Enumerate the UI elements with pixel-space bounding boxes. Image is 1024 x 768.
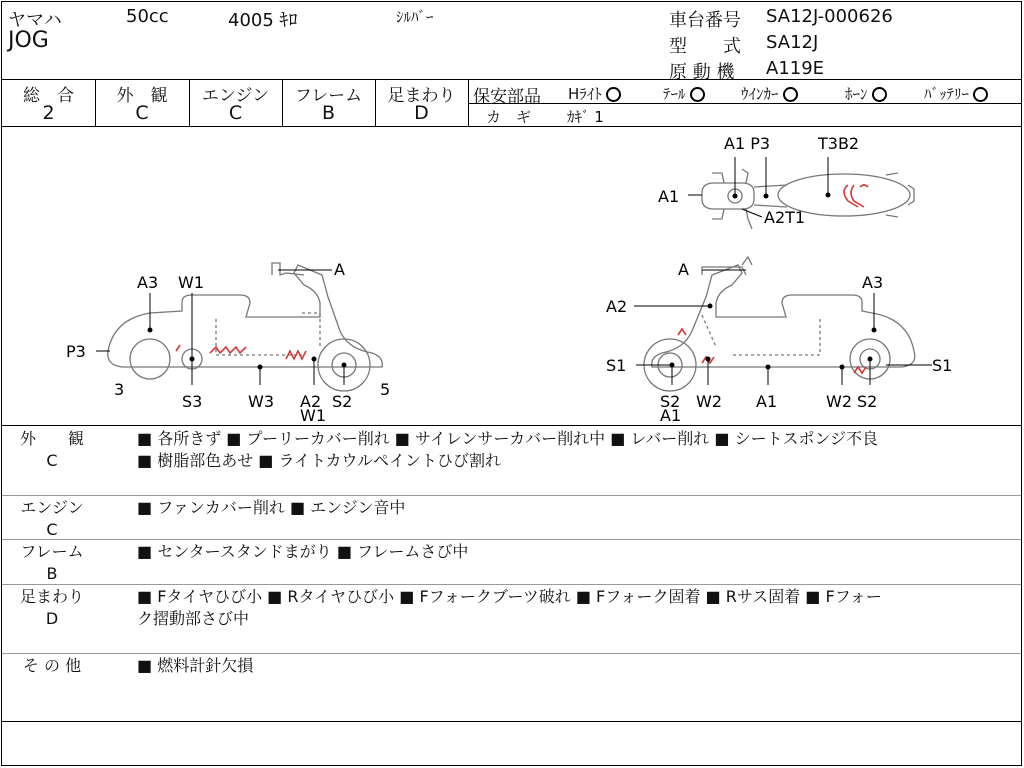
safety-item-winker: ｳｲﾝｶｰ: [741, 83, 798, 104]
section-desc-exterior: ■ 各所きず ■ プーリーカバー削れ ■ サイレンサーカバー削れ中 ■ レバー削れ ■ シートスポンジ不良 ■ 樹脂部色あせ ■ ライトカウルペイントひび割れ: [137, 429, 879, 470]
safety-item-headlight: Hﾗｲﾄ: [568, 83, 621, 104]
model-name: JOG: [8, 28, 49, 53]
grade-value-engine: C: [228, 102, 243, 124]
diagram-label: 5: [380, 380, 391, 399]
section-desc-other: ■ 燃料計針欠損: [137, 656, 254, 675]
section-desc-engine: ■ ファンカバー削れ ■ エンジン音中: [137, 498, 406, 517]
diagram-label: A2T1: [764, 208, 806, 227]
diagram-label: W3: [248, 392, 274, 411]
section-label-exterior: 外 観 C: [19, 429, 84, 470]
damage-diagram: [2, 127, 1022, 427]
diagram-label: A2: [606, 297, 628, 316]
diagram-label: W2: [826, 392, 852, 411]
safety-item-tail: ﾃｰﾙ: [663, 83, 705, 104]
grade-label-exterior: 外 観: [116, 86, 168, 106]
engine-label: 原 動 機: [669, 62, 735, 83]
diagram-label: A3: [137, 273, 159, 292]
grade-value-exterior: C: [135, 102, 149, 124]
color: ｼﾙﾊﾞｰ: [396, 8, 434, 26]
grade-label-frame: フレーム: [294, 86, 363, 106]
grade-label-suspension: 足まわり: [387, 86, 456, 106]
diagram-label: A3: [862, 273, 884, 292]
section-desc-frame: ■ センタースタンドまがり ■ フレームさび中: [137, 542, 469, 561]
diagram-label: A1 P3: [724, 134, 771, 153]
type-value: SA12J: [766, 32, 819, 53]
diagram-label: W1: [178, 273, 204, 292]
divider: [2, 79, 1021, 80]
mileage: 4005 ｷﾛ: [228, 10, 298, 31]
ok-circle-icon: [606, 87, 621, 102]
inspection-sheet: [1, 1, 1022, 766]
diagram-label: 3: [114, 380, 125, 399]
section-label-engine: エンジン C: [20, 498, 84, 539]
diagram-label: S1: [932, 356, 953, 375]
section-label-suspension: 足まわり D: [19, 587, 84, 628]
grade-label-engine: エンジン: [201, 86, 270, 106]
frame-number-value: SA12J-000626: [766, 6, 893, 27]
section-label-frame: フレーム B: [20, 542, 84, 583]
engine-value: A119E: [766, 58, 825, 79]
diagram-label: S3: [182, 392, 203, 411]
diagram-label: T3B2: [818, 134, 860, 153]
diagram-label: S1: [606, 356, 627, 375]
diagram-label: P3: [66, 342, 86, 361]
key-label: カ ギ: [486, 108, 532, 126]
diagram-label: A: [334, 260, 345, 279]
diagram-label: S2: [857, 392, 878, 411]
displacement: 50cc: [126, 6, 169, 27]
diagram-label: S2: [332, 392, 353, 411]
divider: [2, 721, 1021, 722]
diagram-label: A1: [658, 187, 680, 206]
frame-number-label: 車台番号: [669, 10, 741, 31]
ok-circle-icon: [690, 87, 705, 102]
grade-value-frame: B: [321, 102, 336, 124]
maker: ヤマハ: [8, 10, 62, 31]
ok-circle-icon: [973, 87, 988, 102]
diagram-label: A1: [660, 406, 682, 425]
safety-item-horn: ﾎｰﾝ: [845, 83, 887, 104]
grade-value-overall: 2: [42, 102, 55, 124]
safety-parts-title: 保安部品: [473, 87, 541, 107]
diagram-label: A1: [756, 392, 778, 411]
divider: [2, 425, 1021, 426]
diagram-label: A2: [300, 392, 322, 411]
grade-value-suspension: D: [414, 102, 429, 124]
grade-label-overall: 総 合: [23, 86, 74, 106]
ok-circle-icon: [872, 87, 887, 102]
diagram-label: A: [678, 260, 689, 279]
diagram-label: W2: [696, 392, 722, 411]
section-desc-suspension: ■ Fタイヤひび小 ■ Rタイヤひび小 ■ Fフォークブーツ破れ ■ Fフォーク固着 ■ Rサス固着 ■ Fフォー ク摺動部さび中: [137, 587, 882, 628]
section-label-other: そ の 他: [22, 656, 82, 675]
diagram-label: W1: [300, 406, 326, 425]
ok-circle-icon: [783, 87, 798, 102]
safety-item-battery: ﾊﾞｯﾃﾘｰ: [924, 83, 988, 104]
diagram-label: S2: [660, 392, 681, 411]
top-view-scooter: [702, 169, 914, 229]
key-value: ｶｷﾞ 1: [567, 108, 604, 126]
type-label: 型 式: [669, 36, 741, 57]
